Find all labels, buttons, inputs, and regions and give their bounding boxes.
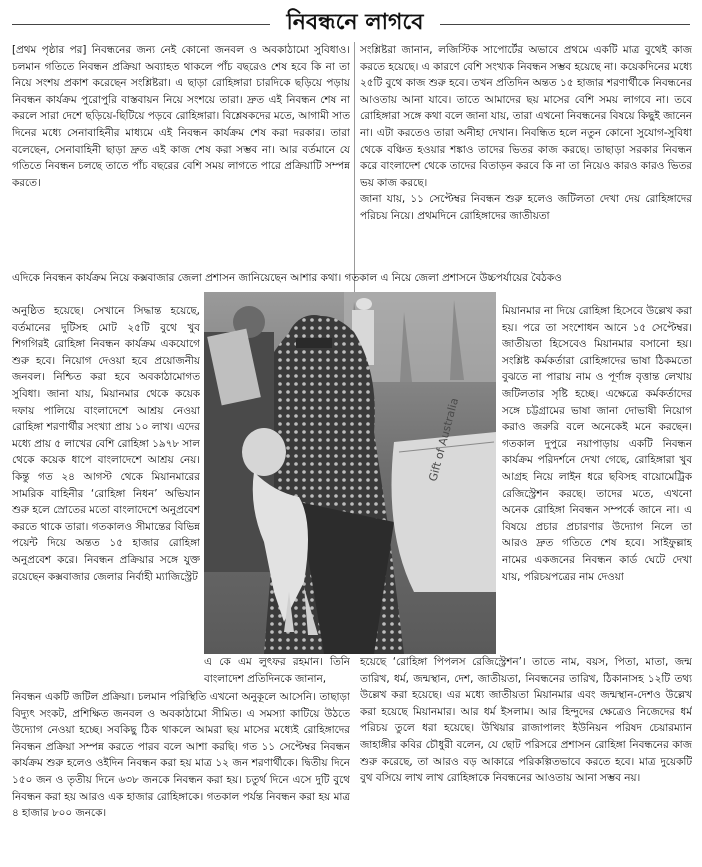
article-column-left-top bbox=[12, 42, 350, 304]
headline-title: নিবন্ধনে লাগবে bbox=[286, 10, 424, 35]
paragraph-continued: [প্রথম পৃষ্ঠার পর] নিবন্ধনের জন্য নেই কোনো জনবল ও অবকাঠামো সুবিধাও। চলমান গতিতে নিবন্ধন প্রক্রিয়া অব্যাহত থাকলে পাঁচ বছরেও শেষ হবে কি না তা নিয়ে সংশয় প্রকাশ করেছেন সংশ্লিষ্টরা। এ ছাড়া রোহিঙ্গারা চারদিকে ছড়িয়ে পড়ায় নিবন্ধন কার্যক্রম পুরোপুরি বাস্তবায়ন নিয়ে সংশয়ে তারা। দ্রুত এই নিবন্ধন শেষ না করলে সারা দেশে ছড়িয়ে-ছিটিয়ে পড়বে রোহিঙ্গারা। বিশ্লেষকদের মতে, আগামী সাত দিনের মধ্যে সেনাবাহিনীর মাধ্যমে এই নিবন্ধন কার্যক্রম শেষ করা দরকার। তারা বলেছেন, সেনাবাহিনী ছাড়া দ্রুত এই কাজ শেষ করা সম্ভব না। আর বর্তমানে যে গতিতে নিবন্ধন চলছে তাতে পাঁচ বছরের বেশি সময় লাগতে পারে প্রক্রিয়াটি সম্পন্ন করতে। bbox=[12, 44, 350, 189]
paragraph-translation: মিয়ানমার না দিয়ে রোহিঙ্গা হিসেবে উল্লেখ করা হয়। পরে তা সংশোধন আনে ১৫ সেপ্টেম্বর। জাতীয়তা হিসেবেও মিয়ানমার বসানো হয়। সংশ্লিষ্ট কর্মকর্তারা রোহিঙ্গাদের ভাষা ঠিকমতো বুঝতে না পারায় নাম ও পূর্ণাঙ্গ বৃত্তান্ত লেখায় জটিলতার সৃষ্টি হচ্ছে। এক্ষেত্রে কর্মকর্তাদের সঙ্গে চট্টগ্রামের ভাষা জানা দোভাষী নিয়োগ করাও জরুরি বলে অনেকেই মনে করছেন। গতকাল দুপুরে নয়াপাড়ায় একটি নিবন্ধন কার্যক্রম পরিদর্শনে দেখা গেছে, রোহিঙ্গারা খুব আগ্রহ নিয়ে লাইন ধরে ছবিসহ বায়োমেট্রিক রেজিস্ট্রেশন করছে। তাদের মতে, এখনো অনেক রোহিঙ্গা নিবন্ধন সম্পর্কে জানে না। এ বিষয়ে প্রচার প্রচারণার উদ্যোগ নিলে তা আরও দ্রুত গতিতে শেষ হবে। সাইফুল্লাহ নামের একজনের নিবন্ধন কার্ড ঘেটে দেখা যায়, পরিচয়পত্রের নাম দেওয়া bbox=[502, 305, 692, 583]
article-column-left-mid bbox=[12, 303, 200, 689]
sack-label: Gift of Australia bbox=[426, 396, 462, 483]
paragraph-id-card: হয়েছে ‘রোহিঙ্গা পিপলস রেজিস্ট্রেশন’। তাতে নাম, বয়স, পিতা, মাতা, জন্ম তারিখ, ধর্ম, জন্মস্থান, দেশ, জাতীয়তা, নিবন্ধনের তারিখ, ঠিকানাসহ ১২টি তথ্য উল্লেখ করা হয়েছে। এর মধ্যে জাতীয়তা মিয়ানমার এবং জন্মস্থান-দেশও উল্লেখ করা হয়েছে মিয়ানমার। আর ধর্ম ইসলাম। আর হিন্দুদের ক্ষেত্রেও নিজেদের ধর্ম পরিচয় তুলে ধরা হয়েছে। উখিয়ার রাজাপালং ইউনিয়ন পরিষদ চেয়ারম্যান জাহাঙ্গীর কবির চৌধুরী বলেন, যে ছোট পরিসরে প্রশাসন রোহিঙ্গা নিবন্ধনের কাজ শুরু করেছে, তা আরও বড় আকারে পরিকল্পিতভাবে করতে হবে। মাত্র দুয়েকটি বুথ বসিয়ে লাখ লাখ রোহিঙ্গাকে নিবন্ধনের আওতায় আনা সম্ভব নয়। bbox=[360, 656, 692, 785]
paragraph-logistics: সংশ্লিষ্টরা জানান, লজিস্টিক সাপোর্টের অভাবে প্রথমে একটি মাত্র বুথেই কাজ করতে হয়েছে। এ কারণে বেশি সংখ্যক নিবন্ধন সম্ভব হয়েছে না। কয়েকদিনের মধ্যে ২৫টি বুথে কাজ শুরু হবে। তখন প্রতিদিন অন্তত ১৫ হাজার শরণার্থীকে নিবন্ধনের আওতায় আনা যাবে। তাতে আমাদের ছয় মাসের বেশি সময় লাগবে না। তবে রোহিঙ্গারা সঙ্গে কথা বলে জানা যায়, তারা এখনো নিবন্ধনের বিষয়ে কিছুই জানেন না। এটা করতেও তারা অনীহা দেখান। নিবন্ধিত হলে নতুন কোনো সুযোগ-সুবিধা থেকে বঞ্চিত হওয়ার শঙ্কাও তাদের ভিতর কাজ করছে। তাছাড়া সরকার নিবন্ধন করে বাংলাদেশ থেকে তাদের বিতাড়ন করবে কি না তা নিয়েও কারও কারও ভিতর ভয় কাজ করছে। bbox=[360, 44, 692, 189]
paragraph-magistrate: এ কে এম লুৎফর রহমান। তিনি বাংলাদেশ প্রতিদিনকে জানান, bbox=[204, 656, 350, 685]
article-column-bottom-right bbox=[360, 654, 692, 863]
paragraph-identity: জানা যায়, ১১ সেপ্টেম্বর নিবন্ধন শুরু হলেও জটিলতা দেখা দেয় রোহিঙ্গাদের পরিচয় নিয়ে। প্রথমদিনে রোহিঙ্গাদের জাতীয়তা bbox=[360, 193, 692, 222]
headline-bar bbox=[0, 8, 702, 38]
article-column-right-mid bbox=[502, 303, 692, 689]
headline-rule-left bbox=[12, 24, 270, 25]
paragraph-registration-count: নিবন্ধন একটি জটিল প্রক্রিয়া। চলমান পরিস্থিতি এখনো অনুকূলে আসেনি। তাছাড়া বিদ্যুৎ সংকট, প্রশিক্ষিত জনবল ও অবকাঠামো সীমিত। এ সমস্যা কাটিয়ে উঠতে উদ্যোগ নেওয়া হচ্ছে। সবকিছু ঠিক থাকলে আমরা ছয় মাসের মধ্যেই রোহিঙ্গাদের নিবন্ধন প্রক্রিয়া সম্পন্ন করতে পারব বলে আশা করছি। গত ১১ সেপ্টেম্বর নিবন্ধন কার্যক্রম শুরু হলেও ওইদিন নিবন্ধন করা হয় মাত্র ১২ জন শরণার্থীকে। দ্বিতীয় দিনে ১৫০ জন ও তৃতীয় দিনে ৬৩৮ জনকে নিবন্ধন করা হয়। চতুর্থ দিনে এসে দুটি বুথে নিবন্ধন করা হয় আরও এক হাজার রোহিঙ্গাকে। গতকাল পর্যন্ত নিবন্ধন করা হয় মাত্র ৪ হাজার ৮০০ জনকে। bbox=[12, 691, 350, 820]
news-photo bbox=[204, 292, 496, 654]
article-column-right-top bbox=[360, 42, 692, 304]
column-divider bbox=[354, 42, 355, 292]
paragraph-booths: অনুষ্ঠিত হয়েছে। সেখানে সিদ্ধান্ত হয়েছে, বর্তমানের দুটিসহ মোট ২৫টি বুথে খুব শিগগিরই রোহিঙ্গা নিবন্ধন কার্যক্রম একযোগে শুরু হবে। নিয়োগ দেওয়া হবে প্রয়োজনীয় জনবল। নিশ্চিত করা হবে অবকাঠামোগত সুবিধা। জানা যায়, মিয়ানমার থেকে কয়েক দফায় পালিয়ে বাংলাদেশে আশ্রয় নেওয়া রোহিঙ্গা শরণার্থীর সংখ্যা প্রায় ১০ লাখ। এদের মধ্যে প্রায় ৫ লাখের বেশি রোহিঙ্গা ১৯৭৮ সাল থেকে কয়েক ধাপে বাংলাদেশে আশ্রয় নেয়। কিন্তু গত ২৪ আগস্ট থেকে মিয়ানমারের সামরিক বাহিনীর ‘রোহিঙ্গা নিধন’ অভিযান শুরু হলে স্রোতের মতো বাংলাদেশে অনুপ্রবেশ করতে থাকে তারা। গতকালও সীমান্তের বিভিন্ন পয়েন্ট দিয়ে অন্তত ১৫ হাজার রোহিঙ্গা অনুপ্রবেশ করে। নিবন্ধন প্রক্রিয়ার সঙ্গে যুক্ত রয়েছেন কক্সবাজার জেলার নির্বাহী ম্যাজিস্ট্রেট bbox=[12, 305, 200, 583]
photo-illustration bbox=[204, 292, 496, 654]
article-column-bottom-mid bbox=[204, 654, 350, 689]
article-column-bottom-left bbox=[12, 689, 350, 863]
paragraph-district-admin: এদিকে নিবন্ধন কার্যক্রম নিয়ে কক্সবাজার জেলা প্রশাসন জানিয়েছেন আশার কথা। গতকাল এ নিয়ে জেলা প্রশাসনে উচ্চপর্যায়ের বৈঠকও bbox=[12, 272, 562, 284]
headline-rule-right bbox=[440, 24, 690, 25]
